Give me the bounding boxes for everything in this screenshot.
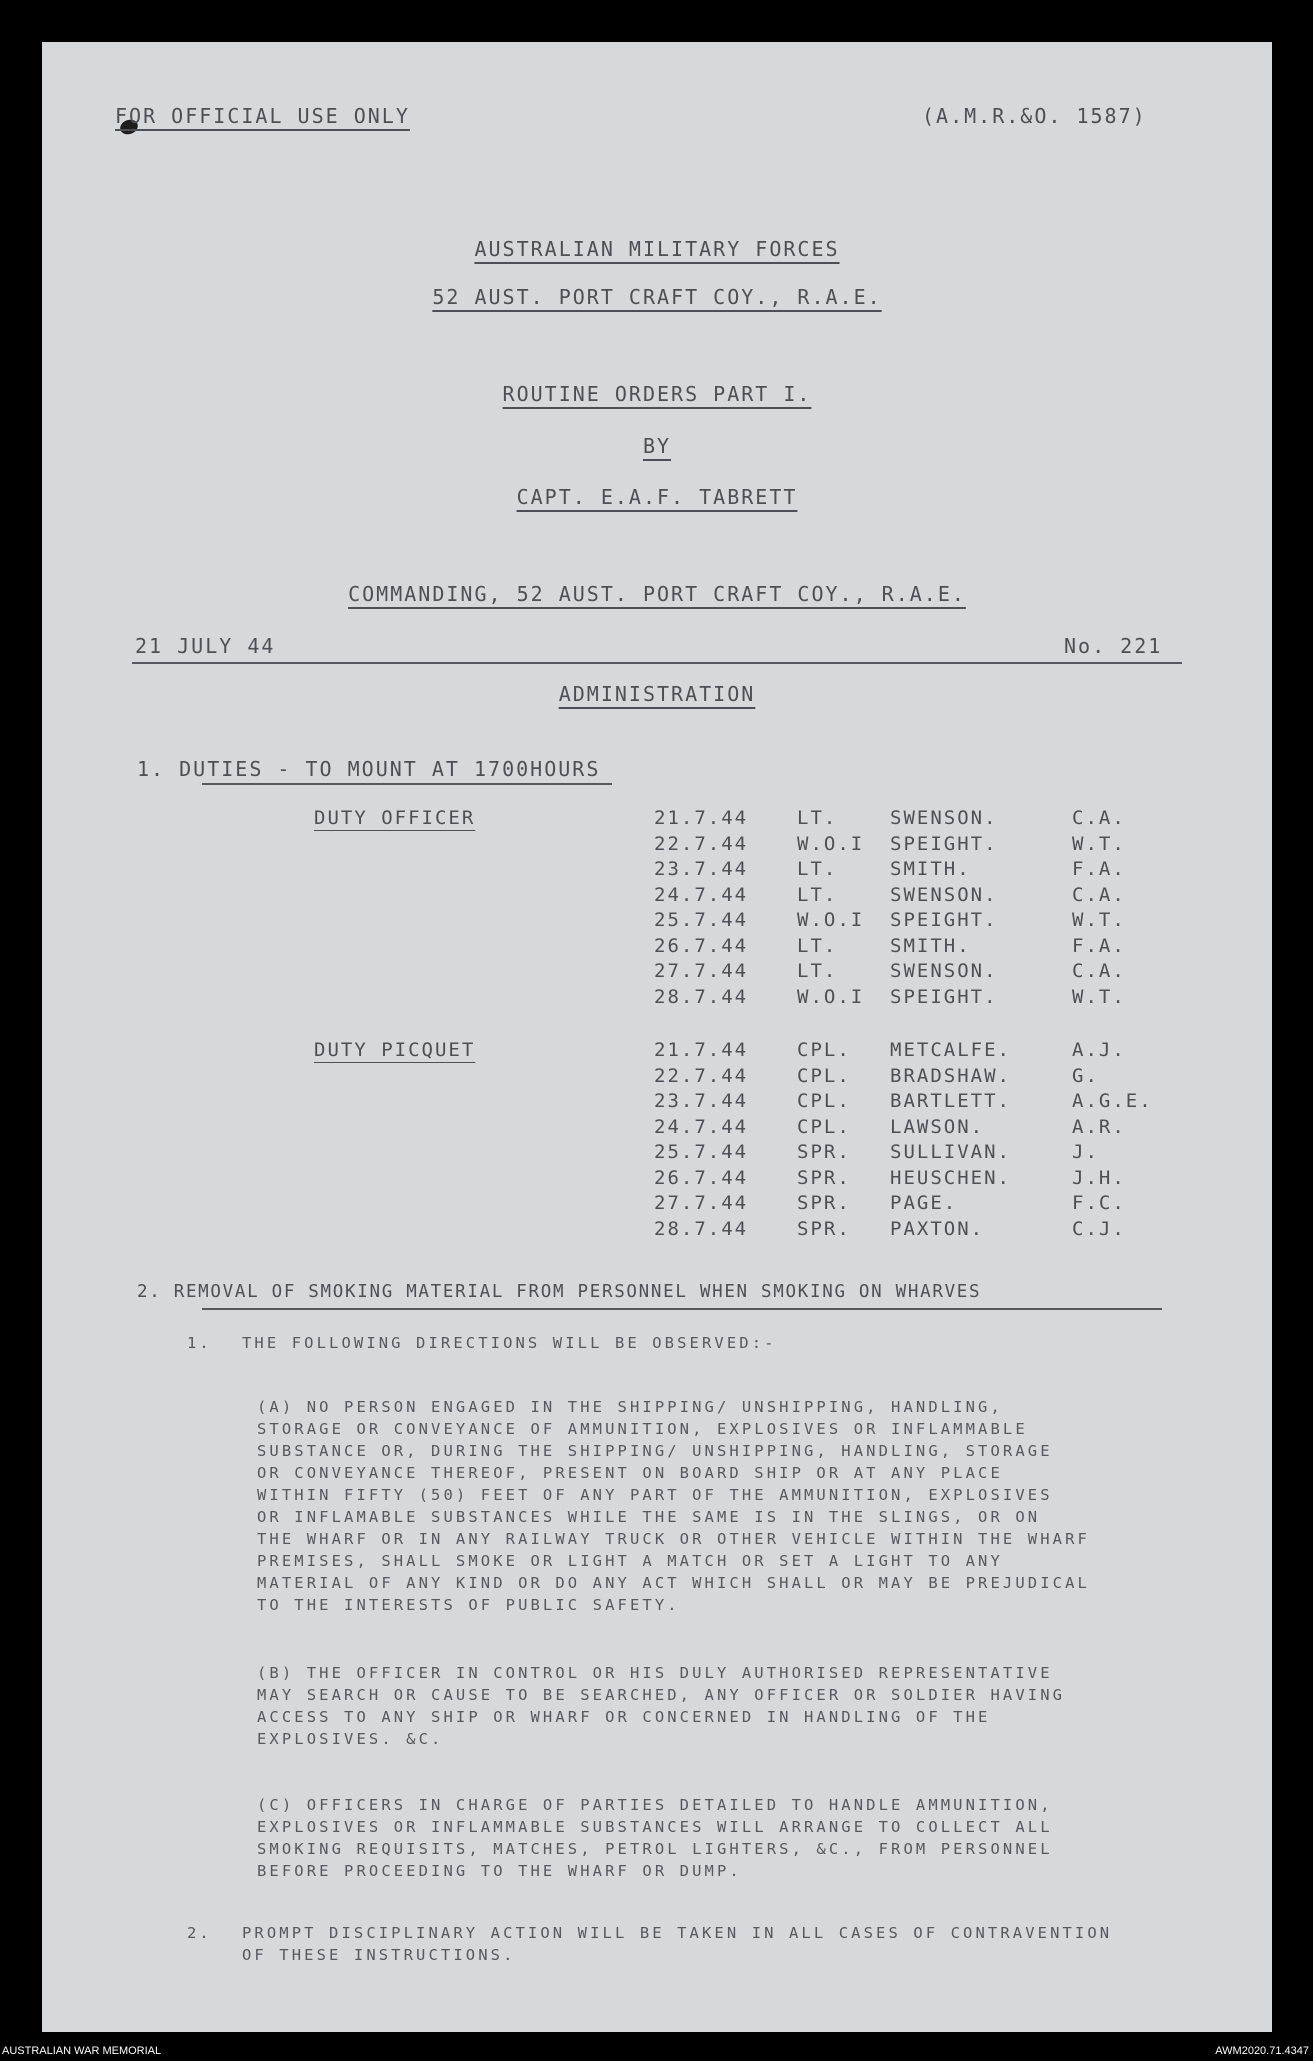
list-item: LT. xyxy=(797,858,838,880)
list-item: CPL. xyxy=(797,1090,851,1112)
duties-heading: 1. DUTIES - TO MOUNT AT 1700HOURS xyxy=(137,757,601,781)
list-item: PAXTON. xyxy=(890,1217,985,1240)
duty-picquet-label: DUTY PICQUET xyxy=(314,1039,476,1061)
item-1-number: 1. xyxy=(187,1334,212,1352)
by-label: BY xyxy=(642,434,672,458)
list-item: 24.7.44 xyxy=(654,1115,749,1138)
list-item: LT. xyxy=(797,807,838,829)
list-item: 27.7.44 xyxy=(654,1192,749,1214)
list-item: F.A. xyxy=(1072,934,1126,957)
list-item: 28.7.44 xyxy=(654,1217,749,1240)
list-item: SPR. xyxy=(797,1192,851,1214)
section-title: ADMINISTRATION xyxy=(558,682,756,706)
official-use-label: FOR OFFICIAL USE ONLY xyxy=(115,104,410,128)
unit-heading: 52 AUST. PORT CRAFT COY., R.A.E. xyxy=(432,285,882,309)
item-2-number: 2. xyxy=(187,1924,212,1942)
list-item: W.T. xyxy=(1072,985,1126,1008)
list-item: C.A. xyxy=(1072,960,1126,982)
officer-name: CAPT. E.A.F. TABRETT xyxy=(516,485,798,509)
list-item: W.T. xyxy=(1072,909,1126,931)
list-item: 25.7.44 xyxy=(654,1141,749,1163)
list-item: C.J. xyxy=(1072,1217,1126,1240)
paragraph-c: (C) OFFICERS IN CHARGE OF PARTIES DETAILED TO HANDLE AMMUNITION, EXPLOSIVES OR INFLAMMABLE SUBSTANCES WILL ARRANGE TO COLLECT ALL SMOKING REQUISITS, MATCHES, PETROL LIGHTERS, &C., FROM PERSONNEL BEFORE PROCEEDING TO THE WHARF OR DUMP. xyxy=(257,1796,1053,1880)
list-item: 27.7.44 xyxy=(654,960,749,982)
list-item: CPL. xyxy=(797,1064,851,1087)
list-item: SPR. xyxy=(797,1141,851,1163)
list-item: LT. xyxy=(797,934,838,957)
list-item: G. xyxy=(1072,1064,1099,1087)
list-item: C.A. xyxy=(1072,883,1126,906)
commanding-line: COMMANDING, 52 AUST. PORT CRAFT COY., R.A.E. xyxy=(348,582,966,606)
list-item: 23.7.44 xyxy=(654,1090,749,1112)
list-item: SWENSON. xyxy=(890,807,998,829)
removal-heading: 2. REMOVAL OF SMOKING MATERIAL FROM PERSONNEL WHEN SMOKING ON WHARVES xyxy=(137,1282,982,1302)
list-item: METCALFE. xyxy=(890,1039,1011,1061)
list-item: W.O.I xyxy=(797,909,865,931)
header-rule xyxy=(132,662,1182,664)
item-2-text: PROMPT DISCIPLINARY ACTION WILL BE TAKEN IN ALL CASES OF CONTRAVENTION OF THESE INSTRUCTIONS. xyxy=(242,1924,1113,1964)
list-item: 26.7.44 xyxy=(654,1166,749,1189)
list-item: SMITH. xyxy=(890,934,971,957)
list-item: 21.7.44 xyxy=(654,807,749,829)
footer-archive-id: AWM2020.71.4347 xyxy=(1215,2045,1309,2057)
orders-heading: ROUTINE ORDERS PART I. xyxy=(502,382,812,406)
list-item: 22.7.44 xyxy=(654,1064,749,1087)
list-item: J.H. xyxy=(1072,1166,1126,1189)
force-heading: AUSTRALIAN MILITARY FORCES xyxy=(474,237,840,261)
list-item: W.O.I xyxy=(797,985,865,1008)
list-item: SMITH. xyxy=(890,858,971,880)
list-item: 23.7.44 xyxy=(654,858,749,880)
paragraph-a: (A) NO PERSON ENGAGED IN THE SHIPPING/ UNSHIPPING, HANDLING, STORAGE OR CONVEYANCE OF AMMUNITION, EXPLOSIVES OR INFLAMMABLE SUBSTANCE OR, DURING THE SHIPPING/ UNSHIPPING, HANDLING, STORAGE OR CONVEYANCE THEREOF, PRESENT ON BOARD SHIP OR AT ANY PLACE WITHIN FIFTY (50) FEET OF ANY PART OF THE AMMUNITION, EXPLOSIVES OR INFLAMABLE SUBSTANCES WHILE THE SAME IS IN THE SLINGS, OR ON THE WHARF OR IN ANY RAILWAY TRUCK OR OTHER VEHICLE WITHIN THE WHARF PREMISES, SHALL SMOKE OR LIGHT A MATCH OR SET A LIGHT TO ANY MATERIAL OF ANY KIND OR DO ANY ACT WHICH SHALL OR MAY BE PREJUDICAL TO THE INTERESTS OF PUBLIC SAFETY. xyxy=(257,1398,1090,1614)
list-item: LAWSON. xyxy=(890,1115,985,1138)
list-item: SULLIVAN. xyxy=(890,1141,1011,1163)
list-item: SPEIGHT. xyxy=(890,985,998,1008)
list-item: SPEIGHT. xyxy=(890,909,998,931)
list-item: F.C. xyxy=(1072,1192,1126,1214)
list-item: A.J. xyxy=(1072,1039,1126,1061)
list-item: BRADSHAW. xyxy=(890,1064,1011,1087)
document-page xyxy=(42,42,1272,2032)
duties-heading-rule xyxy=(202,783,612,785)
list-item: J. xyxy=(1072,1141,1099,1163)
list-item: LT. xyxy=(797,883,838,906)
duty-picquet-names xyxy=(890,1038,1011,1242)
list-item: SWENSON. xyxy=(890,960,998,982)
list-item: CPL. xyxy=(797,1039,851,1061)
paragraph-b: (B) THE OFFICER IN CONTROL OR HIS DULY AUTHORISED REPRESENTATIVE MAY SEARCH OR CAUSE TO BE SEARCHED, ANY OFFICER OR SOLDIER HAVING ACCESS TO ANY SHIP OR WHARF OR CONCERNED IN HANDLING OF THE EXPLOSIVES. &C. xyxy=(257,1664,1066,1748)
removal-heading-rule xyxy=(202,1308,1162,1310)
duty-picquet-dates xyxy=(654,1038,748,1242)
list-item: 21.7.44 xyxy=(654,1039,749,1061)
list-item: A.R. xyxy=(1072,1115,1126,1138)
list-item: BARTLETT. xyxy=(890,1090,1011,1112)
duty-officer-label: DUTY OFFICER xyxy=(314,807,476,829)
list-item: A.G.E. xyxy=(1072,1090,1153,1112)
list-item: PAGE. xyxy=(890,1192,958,1214)
duty-officer-initials xyxy=(1072,806,1126,1010)
order-number: No. 221 xyxy=(1064,634,1163,658)
list-item: SPR. xyxy=(797,1217,851,1240)
duty-officer-ranks xyxy=(797,806,864,1010)
list-item: 25.7.44 xyxy=(654,909,749,931)
list-item: W.O.I xyxy=(797,832,865,855)
list-item: C.A. xyxy=(1072,807,1126,829)
list-item: SPR. xyxy=(797,1166,851,1189)
duty-officer-dates xyxy=(654,806,748,1010)
list-item: 24.7.44 xyxy=(654,883,749,906)
item-1-text: THE FOLLOWING DIRECTIONS WILL BE OBSERVED:- xyxy=(242,1334,777,1352)
list-item: CPL. xyxy=(797,1115,851,1138)
duty-picquet-ranks xyxy=(797,1038,851,1242)
reference-number: (A.M.R.&O. 1587) xyxy=(922,104,1147,128)
list-item: 26.7.44 xyxy=(654,934,749,957)
order-date: 21 JULY 44 xyxy=(135,634,276,658)
footer-archive-name: AUSTRALIAN WAR MEMORIAL xyxy=(2,2045,162,2057)
list-item: SPEIGHT. xyxy=(890,832,998,855)
list-item: SWENSON. xyxy=(890,883,998,906)
list-item: LT. xyxy=(797,960,838,982)
list-item: 22.7.44 xyxy=(654,832,749,855)
duty-picquet-initials xyxy=(1072,1038,1153,1242)
list-item: F.A. xyxy=(1072,858,1126,880)
duty-officer-names xyxy=(890,806,998,1010)
list-item: HEUSCHEN. xyxy=(890,1166,1011,1189)
list-item: W.T. xyxy=(1072,832,1126,855)
list-item: 28.7.44 xyxy=(654,985,749,1008)
